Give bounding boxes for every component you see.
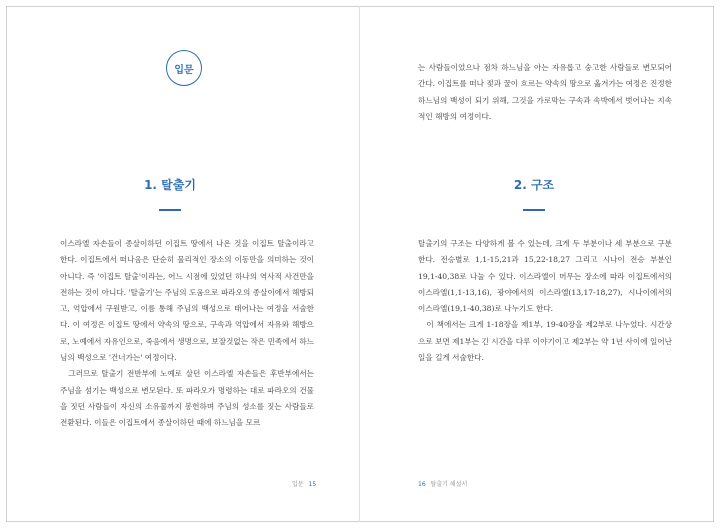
heading-rule bbox=[523, 209, 545, 211]
page-footer bbox=[418, 479, 467, 488]
page-number: 16 bbox=[418, 481, 426, 488]
heading-rule bbox=[159, 209, 181, 211]
paragraph: 이스라엘 자손들이 종살이하던 이집트 땅에서 나온 것을 이집트 탈출이라고 한다. 이집트에서 떠나옴은 단순히 물리적인 장소의 이동만을 의미하는 것이 아니다. 즉 '이집트 탈출'이라는, 어느 시점에 있었던 하나의 역사적 사건만을 전하는 것이 아니다. '탈출기'는 주님의 도움으로 파라오의 종살이에서 해방되고, 억압에서 구원받고, 이름 통해 주님의 백성으로 태어나는 여정을 서술한다. 이 여정은 이집트 땅에서 약속의 땅으로, 구속과 억압에서 자유와 해방으로, 노예에서 자유인으로, 죽음에서 생명으로, 보잘것없는 작은 민족에서 하느님의 백성으로 '건너가는' 여정이다. bbox=[60, 239, 314, 363]
intro-badge: 입문 bbox=[166, 50, 202, 86]
section-heading-structure: 2. 구조 bbox=[513, 178, 555, 192]
paragraph: 그러므로 탈출기 전반부에 노예로 살던 이스라엘 자손들은 후반부에서는 주님을 섬기는 백성으로 변모된다. 또 파라오가 명령하는 대로 파라오의 건물을 짓던 사람들이 자신의 소유물까지 봉헌하며 주님의 성소를 짓는 사람들로 전환된다. 이들은 이집트에서 종살이하던 때에 하느님을 모르 bbox=[60, 369, 314, 428]
footer-label: 입문 bbox=[292, 481, 304, 488]
page-footer bbox=[292, 479, 316, 488]
left-body-text bbox=[60, 236, 314, 432]
paragraph: 는 사람들이었으나 점차 하느님을 아는 자유롭고 숭고한 사람들로 변모되어간다. 이집트를 떠나 젖과 꿀이 흐르는 약속의 땅으로 옮겨가는 여정은 진정한 하느님의 백성이 되기 위해, 그것을 가로막는 구속과 속박에서 벗어나는 지속적인 해방의 여정이다. bbox=[418, 63, 672, 121]
right-top-text bbox=[418, 60, 672, 125]
page-number: 15 bbox=[308, 481, 317, 488]
right-page bbox=[360, 0, 720, 529]
footer-label: 탈출기 해설서 bbox=[430, 481, 468, 488]
right-body-text bbox=[418, 236, 672, 366]
paragraph: 이 책에서는 크게 1-18장을 제1부, 19-40장을 제2부로 나누었다. 시간상으로 보면 제1부는 긴 시간을 다루 이야기이고 제2부는 약 1년 사이에 일어난 일을 길게 서술한다. bbox=[418, 320, 672, 363]
section-heading-exodus: 1. 탈출기 bbox=[144, 178, 196, 192]
paragraph: 탈출기의 구조는 다양하게 볼 수 있는데, 크게 두 부분이나 세 부분으로 구분한다. 전승별로 1,1-15,21과 15,22-18,27 그리고 시나이 전승 부분인 19,1-40,38로 나눌 수 있다. 이스라엘이 머무는 장소에 따라 이집트에서의 이스라엘(1,1-13,16), 광야에서의 이스라엘(13,17-18,27), 시나이에서의 이스라엘(19,1-40,38)로 나누기도 한다. bbox=[418, 239, 672, 314]
